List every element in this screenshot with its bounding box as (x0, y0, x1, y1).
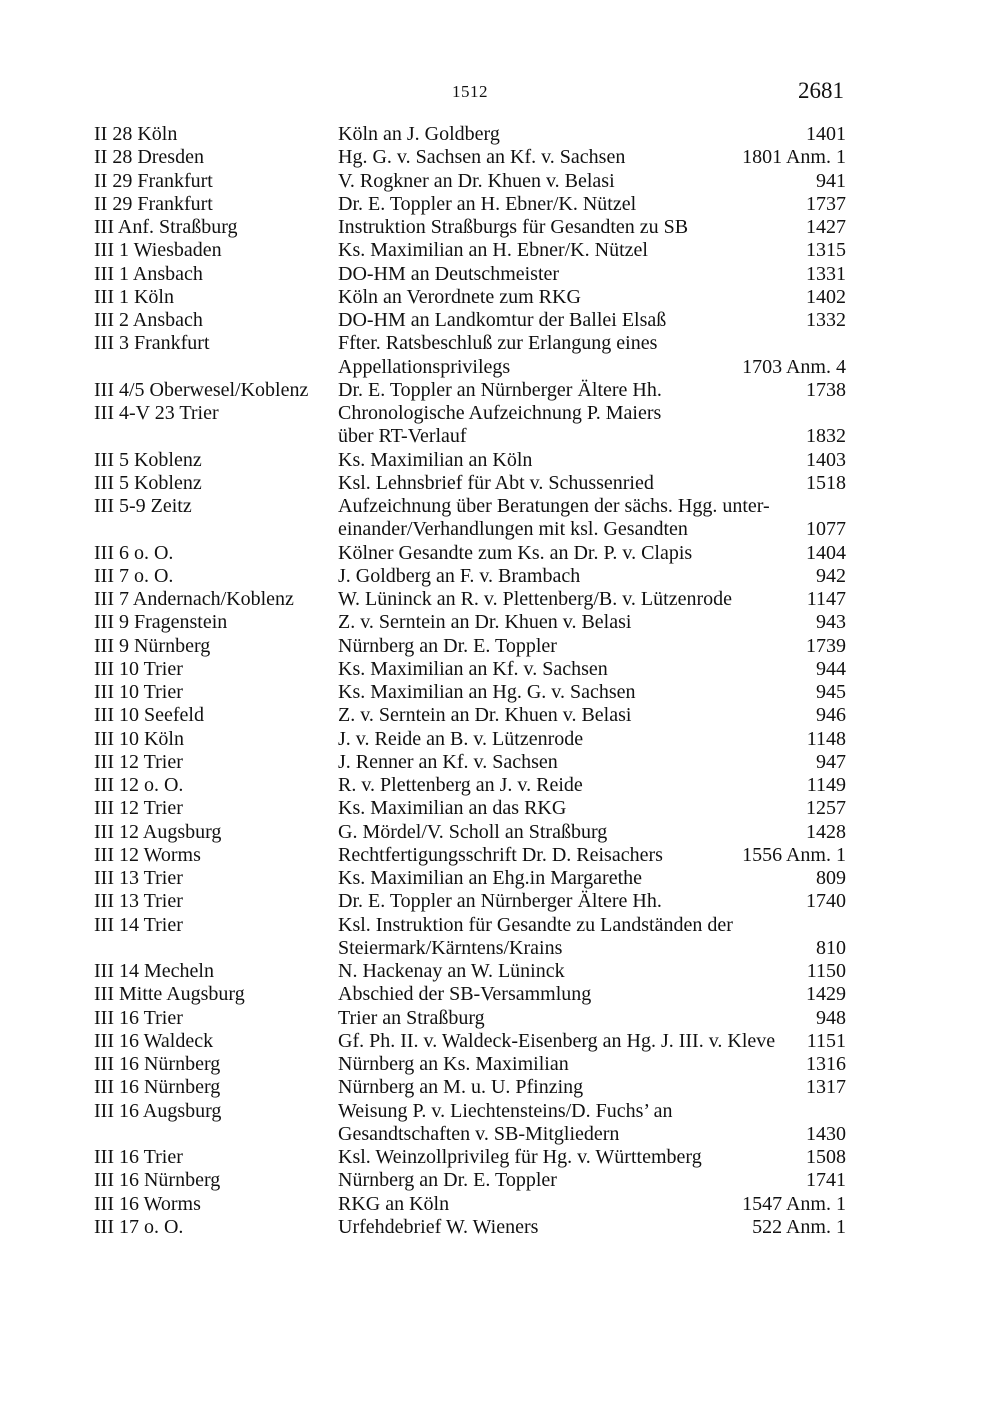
index-entry-row (94, 1100, 846, 1123)
index-entry-row (94, 1053, 846, 1076)
entry-description: Z. v. Serntein an Dr. Khuen v. Belasi (338, 611, 632, 634)
entry-date: III 10 Seefeld (94, 704, 204, 727)
index-entry-row (94, 216, 846, 239)
entry-description: Ksl. Instruktion für Gesandte zu Landständen der (338, 913, 733, 936)
entry-number: 1737 (806, 192, 846, 215)
entry-date: III 16 Augsburg (94, 1099, 222, 1122)
entry-date: III 16 Nürnberg (94, 1076, 221, 1099)
entry-description: Gesandtschaften v. SB-Mitgliedern (338, 1122, 620, 1145)
entry-description: R. v. Plettenberg an J. v. Reide (338, 774, 583, 796)
index-entries (94, 123, 846, 1239)
entry-number: 942 (816, 564, 846, 587)
entry-description: Ks. Maximilian an H. Ebner/K. Nützel (338, 239, 648, 262)
entry-number: 1738 (806, 378, 846, 401)
entry-description: Urfehdebrief W. Wieners (338, 1215, 539, 1238)
entry-description: Rechtfertigungsschrift Dr. D. Reisachers (338, 843, 663, 866)
entry-number: 522 Anm. 1 (752, 1215, 846, 1238)
entry-description: Nürnberg an Dr. E. Toppler (338, 634, 557, 657)
entry-description: N. Hackenay an W. Lüninck (338, 960, 565, 982)
index-entry-row (94, 332, 846, 355)
entry-number: 943 (816, 611, 846, 634)
entry-number: 1148 (806, 727, 846, 750)
entry-number: 1518 (806, 471, 846, 494)
entry-date: III 10 Trier (94, 657, 183, 680)
entry-description: Köln an J. Goldberg (338, 123, 500, 145)
entry-date: III 14 Trier (94, 913, 183, 936)
entry-number: 1331 (806, 262, 846, 285)
entry-date: III 6 o. O. (94, 541, 174, 564)
entry-description: Ks. Maximilian an Hg. G. v. Sachsen (338, 681, 636, 703)
index-entry-row (94, 495, 846, 518)
index-entry-row (94, 681, 846, 704)
entry-number: 1150 (806, 960, 846, 982)
index-entry-row (94, 425, 846, 448)
entry-date: III 9 Fragenstein (94, 611, 228, 634)
entry-date: III Anf. Straßburg (94, 216, 238, 238)
entry-description: Ffter. Ratsbeschluß zur Erlangung eines (338, 332, 658, 355)
entry-date: III 1 Wiesbaden (94, 239, 222, 262)
entry-number: 1741 (806, 1169, 846, 1192)
index-entry-row (94, 379, 846, 402)
index-entry-row (94, 751, 846, 774)
entry-description: Dr. E. Toppler an H. Ebner/K. Nützel (338, 192, 637, 215)
index-entry-row (94, 704, 846, 727)
entry-number: 947 (816, 750, 846, 773)
entry-description: V. Rogkner an Dr. Khuen v. Belasi (338, 169, 615, 192)
index-entry-row (94, 263, 846, 286)
entry-date: III 4/5 Oberwesel/Koblenz (94, 378, 309, 401)
entry-date: III 13 Trier (94, 867, 183, 889)
index-entry-row (94, 914, 846, 937)
entry-date: III 16 Nürnberg (94, 1169, 221, 1192)
index-entry-row (94, 1169, 846, 1192)
entry-number: 1151 (806, 1029, 846, 1052)
entry-description: DO-HM an Deutschmeister (338, 262, 560, 285)
entry-number: 1430 (806, 1122, 846, 1145)
entry-number: 1404 (806, 541, 846, 564)
entry-description: Chronologische Aufzeichnung P. Maiers (338, 402, 662, 424)
entry-description: Nürnberg an Ks. Maximilian (338, 1053, 569, 1075)
entry-description: Kölner Gesandte zum Ks. an Dr. P. v. Clapis (338, 541, 693, 564)
index-entry-row (94, 728, 846, 751)
entry-date: III 14 Mecheln (94, 960, 214, 982)
index-entry-row (94, 449, 846, 472)
entry-number: 1428 (806, 820, 846, 843)
index-entry-row (94, 565, 846, 588)
entry-date: II 28 Köln (94, 123, 178, 145)
entry-description: Ks. Maximilian an Köln (338, 448, 533, 471)
entry-description: Köln an Verordnete zum RKG (338, 285, 581, 308)
entry-date: III 12 Augsburg (94, 820, 222, 843)
entry-number: 1257 (806, 797, 846, 820)
entry-number: 810 (816, 936, 846, 959)
entry-date: III 12 o. O. (94, 774, 184, 796)
entry-description: Nürnberg an M. u. U. Pfinzing (338, 1076, 584, 1099)
entry-date: III 4-V 23 Trier (94, 402, 219, 424)
entry-number: 946 (816, 704, 846, 727)
entry-date: III 16 Nürnberg (94, 1053, 221, 1075)
entry-date: III 13 Trier (94, 890, 183, 913)
entry-description: Ksl. Weinzollprivileg für Hg. v. Württemberg (338, 1146, 702, 1168)
entry-description: Steiermark/Kärntens/Krains (338, 936, 563, 959)
entry-number: 1403 (806, 448, 846, 471)
entry-date: III Mitte Augsburg (94, 983, 245, 1006)
entry-date: III 10 Köln (94, 727, 184, 750)
index-entry-row (94, 1216, 846, 1239)
index-entry-row (94, 588, 846, 611)
entry-description: W. Lüninck an R. v. Plettenberg/B. v. Lützenrode (338, 588, 732, 610)
entry-date: III 2 Ansbach (94, 309, 203, 331)
entry-description: Ks. Maximilian an das RKG (338, 797, 567, 820)
index-entry-row (94, 1146, 846, 1169)
index-entry-row (94, 797, 846, 820)
entry-description: Ks. Maximilian an Ehg.in Margarethe (338, 867, 643, 889)
page-number: 2681 (798, 78, 844, 103)
entry-number: 948 (816, 1006, 846, 1029)
entry-description: Gf. Ph. II. v. Waldeck-Eisenberg an Hg. J. III. v. Kleve (338, 1029, 776, 1052)
entry-date: III 12 Worms (94, 843, 201, 866)
running-header-year: 1512 (452, 82, 488, 101)
entry-description: DO-HM an Landkomtur der Ballei Elsaß (338, 309, 667, 331)
entry-date: III 9 Nürnberg (94, 634, 211, 657)
entry-number: 1801 Anm. 1 (742, 146, 846, 169)
entry-number: 1402 (806, 285, 846, 308)
index-entry-row (94, 309, 846, 332)
entry-description: Dr. E. Toppler an Nürnberger Ältere Hh. (338, 378, 662, 401)
entry-description: Ks. Maximilian an Kf. v. Sachsen (338, 657, 608, 680)
entry-number: 1427 (806, 216, 846, 238)
entry-number: 941 (816, 169, 846, 192)
index-entry-row (94, 286, 846, 309)
index-entry-row (94, 1030, 846, 1053)
index-entry-row (94, 658, 846, 681)
entry-date: III 16 Waldeck (94, 1029, 214, 1052)
entry-description: RKG an Köln (338, 1192, 450, 1215)
index-entry-row (94, 193, 846, 216)
entry-description: Weisung P. v. Liechtensteins/D. Fuchs’ an (338, 1099, 673, 1122)
index-entry-row (94, 937, 846, 960)
entry-description: G. Mördel/V. Scholl an Straßburg (338, 820, 608, 843)
index-entry-row (94, 472, 846, 495)
entry-number: 1547 Anm. 1 (742, 1192, 846, 1215)
entry-date: III 16 Trier (94, 1006, 183, 1029)
entry-number: 1149 (806, 774, 846, 796)
entry-date: III 10 Trier (94, 681, 183, 703)
index-entry-row (94, 356, 846, 379)
entry-number: 1147 (806, 588, 846, 610)
entry-description: Abschied der SB-Versammlung (338, 983, 592, 1006)
index-entry-row (94, 1076, 846, 1099)
entry-number: 1832 (806, 425, 846, 448)
entry-description: einander/Verhandlungen mit ksl. Gesandten (338, 518, 688, 541)
index-entry-row (94, 867, 846, 890)
index-entry-row (94, 123, 846, 146)
entry-number: 1556 Anm. 1 (742, 843, 846, 866)
entry-date: III 7 o. O. (94, 564, 174, 587)
index-entry-row (94, 611, 846, 634)
entry-number: 1508 (806, 1146, 846, 1168)
entry-description: Ksl. Lehnsbrief für Abt v. Schussenried (338, 471, 654, 494)
index-entry-row (94, 1007, 846, 1030)
entry-number: 1332 (806, 309, 846, 331)
entry-number: 1703 Anm. 4 (742, 355, 846, 378)
index-entry-row (94, 774, 846, 797)
entry-date: III 12 Trier (94, 750, 183, 773)
entry-date: III 5 Koblenz (94, 448, 202, 471)
index-entry-row (94, 518, 846, 541)
entry-description: über RT-Verlauf (338, 425, 467, 448)
entry-description: Dr. E. Toppler an Nürnberger Ältere Hh. (338, 890, 662, 913)
entry-description: Nürnberg an Dr. E. Toppler (338, 1169, 557, 1192)
entry-description: Instruktion Straßburgs für Gesandten zu SB (338, 216, 689, 238)
entry-description: Hg. G. v. Sachsen an Kf. v. Sachsen (338, 146, 626, 169)
index-entry-row (94, 542, 846, 565)
entry-date: III 16 Trier (94, 1146, 183, 1168)
entry-number: 809 (816, 867, 846, 889)
index-entry-row (94, 239, 846, 262)
entry-date: II 29 Frankfurt (94, 169, 213, 192)
entry-number: 1739 (806, 634, 846, 657)
entry-date: III 3 Frankfurt (94, 332, 210, 355)
entry-description: Appellationsprivilegs (338, 355, 511, 378)
entry-date: III 7 Andernach/Koblenz (94, 588, 294, 610)
entry-description: J. v. Reide an B. v. Lützenrode (338, 727, 584, 750)
entry-description: J. Renner an Kf. v. Sachsen (338, 750, 558, 773)
entry-number: 944 (816, 657, 846, 680)
index-entry-row (94, 146, 846, 169)
entry-date: III 5-9 Zeitz (94, 495, 192, 517)
entry-number: 1316 (806, 1053, 846, 1075)
entry-date: III 1 Köln (94, 285, 174, 308)
entry-date: III 5 Koblenz (94, 471, 202, 494)
index-entry-row (94, 983, 846, 1006)
index-entry-row (94, 821, 846, 844)
entry-number: 1315 (806, 239, 846, 262)
entry-number: 1429 (806, 983, 846, 1006)
index-entry-row (94, 1123, 846, 1146)
index-entry-row (94, 170, 846, 193)
entry-number: 1317 (806, 1076, 846, 1099)
entry-description: Trier an Straßburg (338, 1006, 485, 1029)
entry-number: 945 (816, 681, 846, 703)
entry-description: Z. v. Serntein an Dr. Khuen v. Belasi (338, 704, 632, 727)
index-entry-row (94, 1193, 846, 1216)
entry-date: III 17 o. O. (94, 1215, 184, 1238)
index-entry-row (94, 890, 846, 913)
entry-number: 1401 (806, 123, 846, 145)
index-entry-row (94, 960, 846, 983)
entry-number: 1077 (806, 518, 846, 541)
entry-date: III 12 Trier (94, 797, 183, 820)
entry-number: 1740 (806, 890, 846, 913)
index-entry-row (94, 635, 846, 658)
index-entry-row (94, 402, 846, 425)
entry-date: II 28 Dresden (94, 146, 204, 169)
entry-description: J. Goldberg an F. v. Brambach (338, 564, 581, 587)
entry-date: II 29 Frankfurt (94, 192, 213, 215)
entry-date: III 1 Ansbach (94, 262, 203, 285)
entry-date: III 16 Worms (94, 1192, 201, 1215)
entry-description: Aufzeichnung über Beratungen der sächs. Hgg. unter- (338, 495, 770, 517)
index-entry-row (94, 844, 846, 867)
